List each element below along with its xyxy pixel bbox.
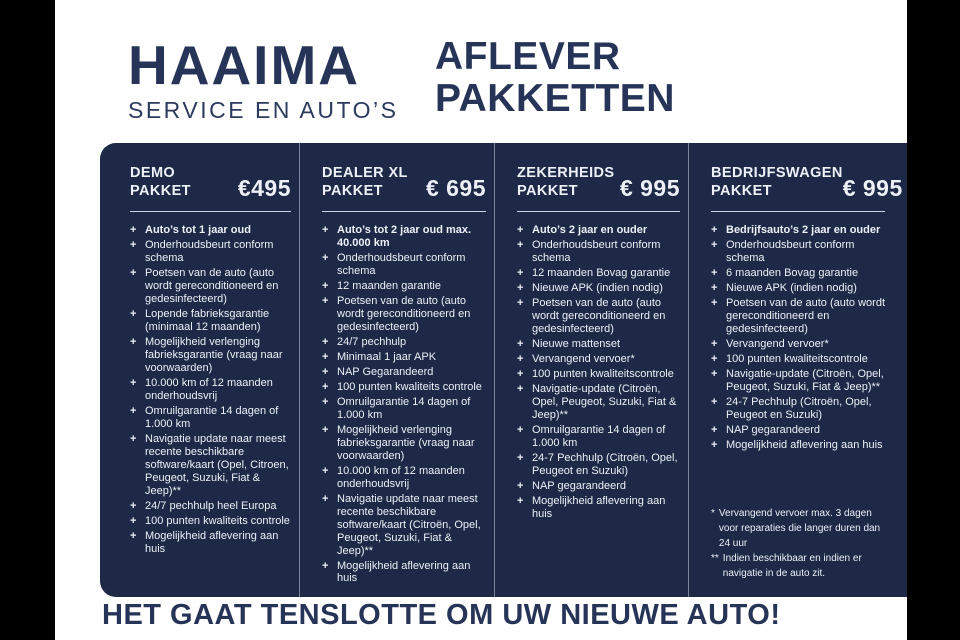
package-feature-text: Poetsen van de auto (auto wordt gereconditioneerd en gedesinfecteerd) [145,267,279,306]
package-feature-text: 100 punten kwaliteitscontrole [726,352,868,365]
plus-bullet-icon: + [322,252,329,265]
plus-bullet-icon: + [130,432,137,445]
package-feature-item [322,280,486,293]
package-feature-text: 100 punten kwaliteits controle [145,514,290,527]
plus-bullet-icon: + [322,492,329,505]
plus-bullet-icon: + [711,423,718,436]
plus-bullet-icon: + [130,499,137,512]
package-title [711,164,843,200]
package-feature-text: Mogelijkheid aflevering aan huis [532,494,666,520]
plus-bullet-icon: + [130,404,137,417]
plus-bullet-icon: + [711,282,718,295]
package-feature-item [517,424,680,450]
plus-bullet-icon: + [517,297,524,310]
package-feature-text: Mogelijkheid aflevering aan huis [337,559,471,585]
package-price: € 995 [842,175,903,202]
package-feature-text: Auto’s tot 2 jaar oud max. 40.000 km [337,224,472,250]
plus-bullet-icon: + [517,367,524,380]
package-feature-text: 10.000 km of 12 maanden onderhoudsvrij [145,376,273,402]
package-feature-text: NAP gegarandeerd [532,479,626,492]
plus-bullet-icon: + [711,297,718,310]
footnote-text: Vervangend vervoer max. 3 dagen voor reparaties die langer duren dan 24 uur [718,507,881,549]
package-feature-text: Navigatie update naar meest recente beschikbare software/kaart (Citroën, Opel, Peugeot, Suzuki, Fiat & Jeep)** [337,492,481,557]
plus-bullet-icon: + [322,423,329,436]
package-feature-item [322,560,486,586]
package-feature-item [517,267,680,280]
package-feature-item [130,267,291,306]
package-title-line2: PAKKET [130,183,191,200]
package-feature-item [130,405,291,431]
package-feature-text: Nieuwe APK (indien nodig) [726,282,857,295]
brand-subtitle: SERVICE EN AUTO’S [128,97,399,123]
plus-bullet-icon: + [517,338,524,350]
package-feature-text: 24-7 Pechhulp (Citroën, Opel, Peugeot en Suzuki) [532,451,678,477]
plus-bullet-icon: + [130,529,137,542]
package-feature-item [322,295,486,334]
plus-bullet-icon: + [711,338,718,350]
package-feature-item [322,366,486,379]
package-feature-text: 12 maanden Bovag garantie [532,267,671,280]
package-feature-text: Vervangend vervoer* [532,352,635,365]
package-feature-item [517,452,680,478]
package-feature-list [517,224,680,520]
package-title-line2: PAKKET [322,183,383,200]
package-feature-text: Mogelijkheid verlenging fabrieksgarantie (vraag naar voorwaarden) [145,336,283,374]
package-feature-item [517,495,680,521]
package-feature-item [711,224,885,237]
package-feature-text: Mogelijkheid aflevering aan huis [726,438,883,451]
package-feature-item [517,297,680,336]
package-feature-text: 12 maanden garantie [337,280,441,293]
package-feature-text: Auto’s tot 1 jaar oud [145,224,251,237]
package-feature-text: NAP Gegarandeerd [337,365,434,378]
flyer-background [55,0,907,640]
package-feature-item [322,396,486,422]
package-feature-text: 24/7 pechhulp heel Europa [145,499,277,512]
plus-bullet-icon: + [711,352,718,365]
plus-bullet-icon: + [322,295,329,308]
package-column [688,143,907,597]
package-feature-item [322,424,486,463]
plus-bullet-icon: + [322,559,329,572]
package-feature-item [517,239,680,265]
package-feature-list [130,224,291,555]
package-title-line1: DEALER XL [322,165,408,181]
package-feature-text: Bedrijfsauto’s 2 jaar en ouder [726,224,881,237]
package-column [299,143,494,597]
plus-bullet-icon: + [517,267,524,280]
package-feature-item [711,297,885,336]
package-feature-text: Mogelijkheid aflevering aan huis [145,529,279,555]
plus-bullet-icon: + [711,224,718,237]
package-title-line1: BEDRIJFSWAGEN [711,165,843,181]
plus-bullet-icon: + [322,395,329,408]
package-feature-text: Nieuwe mattenset [532,338,621,350]
package-feature-item [711,267,885,280]
plus-bullet-icon: + [322,224,329,237]
package-title-line2: PAKKET [517,183,578,200]
package-feature-text: 10.000 km of 12 maanden onderhoudsvrij [337,464,465,490]
package-title [322,164,408,200]
package-feature-text: Lopende fabrieksgarantie (minimaal 12 maanden) [145,308,270,334]
plus-bullet-icon: + [322,280,329,293]
plus-bullet-icon: + [517,451,524,464]
package-feature-item [711,439,885,452]
plus-bullet-icon: + [130,308,137,321]
plus-bullet-icon: + [130,376,137,389]
package-feature-item [517,353,680,366]
plus-bullet-icon: + [130,336,137,348]
package-column [100,143,299,597]
plus-bullet-icon: + [322,464,329,477]
package-feature-text: Poetsen van de auto (auto wordt gereconditioneerd en gedesinfecteerd) [532,297,666,336]
package-feature-text: 100 punten kwaliteits controle [337,380,482,393]
plus-bullet-icon: + [322,336,329,348]
package-feature-text: Onderhoudsbeurt conform schema [532,239,661,265]
tagline: HET GAAT TENSLOTTE OM UW NIEUWE AUTO! [102,599,781,631]
plus-bullet-icon: + [711,395,718,408]
page-title [435,36,675,119]
plus-bullet-icon: + [517,224,524,237]
package-feature-text: Omruilgarantie 14 dagen of 1.000 km [337,395,471,421]
plus-bullet-icon: + [130,239,137,252]
package-feature-item [517,368,680,381]
package-feature-item [130,515,291,528]
package-title-line2: PAKKET [711,183,772,200]
packages-panel [100,143,907,597]
package-header [517,164,680,212]
package-feature-item [711,424,885,437]
package-feature-item [322,224,486,250]
package-feature-text: Onderhoudsbeurt conform schema [145,239,274,265]
plus-bullet-icon: + [517,494,524,507]
package-feature-item [517,224,680,237]
plus-bullet-icon: + [517,423,524,436]
package-feature-text: Onderhoudsbeurt conform schema [337,252,466,278]
package-feature-item [517,383,680,422]
package-feature-item [711,239,885,265]
package-price: €495 [237,175,291,202]
package-feature-text: Minimaal 1 jaar APK [337,350,437,363]
footnote [711,551,885,581]
footnote-text: Indien beschikbaar en indien er navigatie in de auto zit. [722,552,862,579]
package-feature-item [711,368,885,394]
footnotes-block [711,506,885,581]
plus-bullet-icon: + [322,365,329,378]
package-title-line1: DEMO [130,165,176,181]
package-feature-text: Omruilgarantie 14 dagen of 1.000 km [532,423,666,449]
package-feature-text: 6 maanden Bovag garantie [726,267,859,280]
package-column [494,143,688,597]
package-feature-item [322,493,486,558]
plus-bullet-icon: + [711,267,718,280]
package-feature-text: Omruilgarantie 14 dagen of 1.000 km [145,404,279,430]
brand-logo [128,34,399,123]
footnote [711,506,885,551]
footnote-marker: * [711,507,715,519]
package-feature-item [711,282,885,295]
package-feature-item [517,338,680,351]
package-feature-text: 24-7 Pechhulp (Citroën, Opel, Peugeot en Suzuki) [726,395,872,421]
package-feature-item [711,353,885,366]
package-feature-item [322,381,486,394]
package-header [711,164,903,212]
package-feature-item [130,336,291,375]
package-title [517,164,614,200]
package-feature-item [130,224,291,237]
package-feature-text: Poetsen van de auto (auto wordt gereconditioneerd en gedesinfecteerd) [726,297,885,336]
package-feature-item [711,338,885,351]
page-title-line2: PAKKETTEN [435,76,675,120]
package-header [130,164,291,212]
package-feature-text: Navigatie update naar meest recente beschikbare software/kaart (Opel, Citroen, Peugeot, Suzuki, Fiat & Jeep)** [145,432,289,497]
package-price: € 695 [425,175,486,202]
package-feature-item [322,465,486,491]
plus-bullet-icon: + [711,367,718,380]
plus-bullet-icon: + [130,514,137,527]
package-feature-text: Vervangend vervoer* [726,338,829,350]
package-feature-item [130,308,291,334]
package-feature-item [322,252,486,278]
package-feature-item [130,239,291,265]
package-price: € 995 [619,175,680,202]
plus-bullet-icon: + [130,267,137,280]
package-feature-item [517,480,680,493]
package-feature-text: NAP gegarandeerd [726,423,820,436]
plus-bullet-icon: + [517,382,524,395]
package-feature-text: 24/7 pechhulp [337,336,407,348]
package-feature-text: Navigatie-update (Citroën, Opel, Peugeot, Suzuki, Fiat & Jeep)** [532,382,677,421]
plus-bullet-icon: + [322,350,329,363]
package-feature-item [322,351,486,364]
plus-bullet-icon: + [517,282,524,295]
plus-bullet-icon: + [130,224,137,237]
package-feature-text: 100 punten kwaliteitscontrole [532,367,674,380]
footnote-marker: ** [711,552,719,564]
plus-bullet-icon: + [517,352,524,365]
plus-bullet-icon: + [517,479,524,492]
package-feature-item [130,433,291,498]
package-feature-text: Auto’s 2 jaar en ouder [532,224,648,237]
package-feature-list [711,224,885,452]
package-header [322,164,486,212]
package-feature-text: Navigatie-update (Citroën, Opel, Peugeot, Suzuki, Fiat & Jeep)** [726,367,884,393]
package-feature-item [130,530,291,556]
package-feature-item [517,282,680,295]
plus-bullet-icon: + [711,438,718,451]
brand-name: HAAIMA [128,34,360,96]
package-feature-text: Onderhoudsbeurt conform schema [726,239,855,265]
plus-bullet-icon: + [711,239,718,252]
plus-bullet-icon: + [517,239,524,252]
plus-bullet-icon: + [322,380,329,393]
package-feature-list [322,224,486,585]
package-feature-text: Mogelijkheid verlenging fabrieksgarantie (vraag naar voorwaarden) [337,423,475,462]
package-feature-item [130,500,291,513]
page-title-line1: AFLEVER [435,35,621,78]
package-feature-item [322,336,486,349]
package-feature-text: Poetsen van de auto (auto wordt gereconditioneerd en gedesinfecteerd) [337,295,471,334]
package-title [130,164,191,200]
package-feature-item [130,377,291,403]
package-feature-item [711,396,885,422]
package-feature-text: Nieuwe APK (indien nodig) [532,282,663,295]
package-title-line1: ZEKERHEIDS [517,165,615,181]
